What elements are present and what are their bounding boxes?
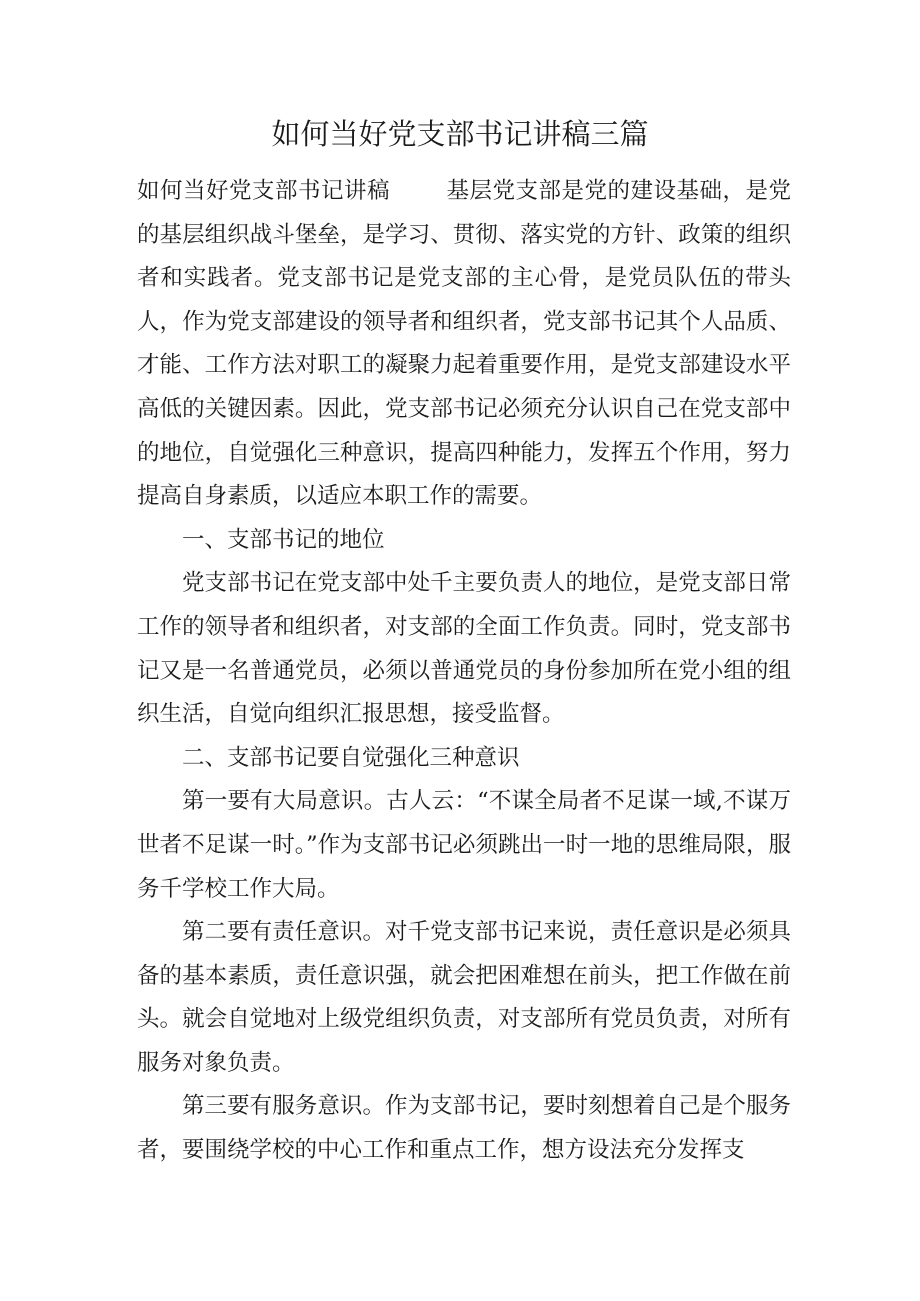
document-title: 如何当好党支部书记讲稿三篇 [271,117,649,151]
intro-label: 如何当好党支部书记讲稿 [137,178,390,204]
paragraph-responsibility-awareness: 第二要有责任意识。对千党支部书记来说，责任意识是必须具备的基本素质，责任意识强，就会把困难想在前头，把工作做在前头。就会自觉地对上级党组织负责，对支部所有党员负责，对所有服务对象负责。 [137,919,791,1076]
paragraph-service-awareness: 第三要有服务意识。作为支部书记，要时刻想着自己是个服务者，要围绕学校的中心工作和重点工作，想方设法充分发挥支 [137,1093,791,1164]
paragraph-secretary-position: 党支部书记在党支部中处千主要负责人的地位，是党支部日常工作的领导者和组织者，对支部的全面工作负责。同时，党支部书记又是一名普通党员，必须以普通党员的身份参加所在党小组的组织生活，自觉向组织汇报思想，接受监督。 [137,570,791,728]
document-body [137,170,791,1173]
section-heading-1: 一、支部书记的地位 [182,526,385,553]
section-heading-2: 二、支部书记要自觉强化三种意识 [182,744,520,771]
paragraph-overall-awareness: 第一要有大局意识。古人云：“不谋全局者不足谋一域,不谋万世者不足谋一时。”作为支部书记必须跳出一时一地的思维局限，服务千学校工作大局。 [137,788,791,902]
intro-paragraph [137,170,791,519]
intro-text: 基层党支部是党的建设基础，是党的基层组织战斗堡垒，是学习、贯彻、落实党的方针、政策的组织者和实践者。党支部书记是党支部的主心骨，是党员队伍的带头人，作为党支部建设的领导者和组织者，党支部书记其个人品质、才能、工作方法对职工的凝聚力起着重要作用，是党支部建设水平高低的关键因素。因此，党支部书记必须充分认识自己在党支部中的地位，自觉强化三种意识，提高四种能力，发挥五个作用，努力提高自身素质，以适应本职工作的需要。 [137,178,791,510]
